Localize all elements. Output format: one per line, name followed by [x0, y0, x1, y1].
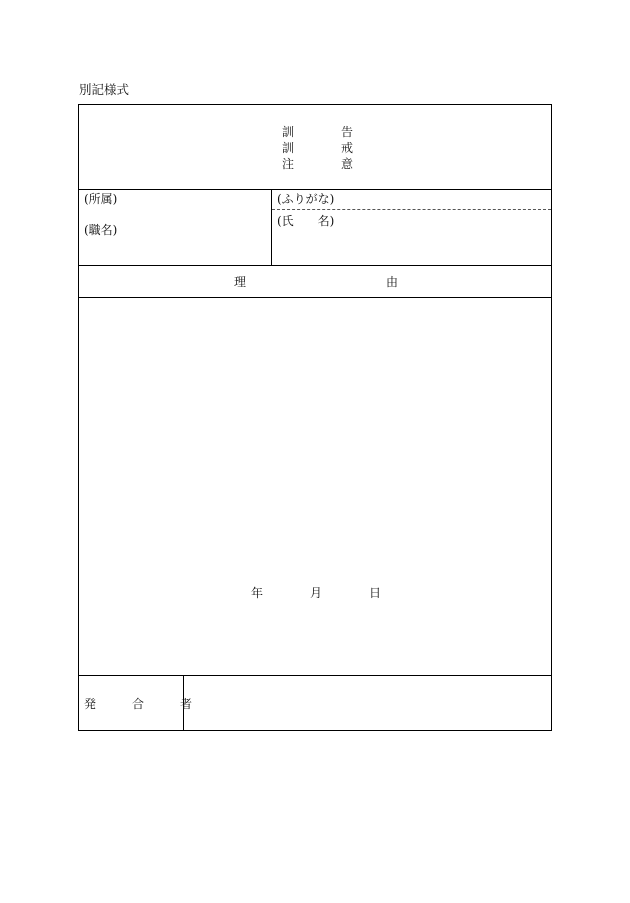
name-label: (氏 名): [277, 214, 335, 228]
title-row2-left: 訓: [282, 141, 295, 155]
date-year: 年: [251, 586, 264, 600]
date-month: 月: [310, 586, 323, 600]
form-label: 別記様式: [79, 82, 130, 97]
position-label: (職名): [84, 223, 118, 237]
affiliation-label: (所属): [84, 192, 118, 206]
date-day: 日: [369, 586, 382, 600]
divider-title-bottom: [79, 189, 551, 190]
disposition-title: [278, 125, 358, 171]
furigana-label: (ふりがな): [277, 192, 335, 206]
title-row2-right: 戒: [340, 141, 353, 155]
divider-reason-header: [79, 297, 551, 298]
title-row1-left: 訓: [282, 125, 295, 139]
reason-header-left: 理: [234, 275, 247, 289]
reason-header-right: 由: [386, 275, 399, 289]
furigana-divider: [272, 209, 551, 210]
divider-issuer-top: [79, 675, 551, 676]
divider-info-vertical: [271, 189, 272, 265]
divider-info-bottom: [79, 265, 551, 266]
issuer-label: 発 合 者: [84, 697, 193, 711]
title-row1-right: 告: [340, 125, 353, 139]
title-row3-right: 意: [340, 157, 353, 171]
title-row3-left: 注: [282, 157, 295, 171]
